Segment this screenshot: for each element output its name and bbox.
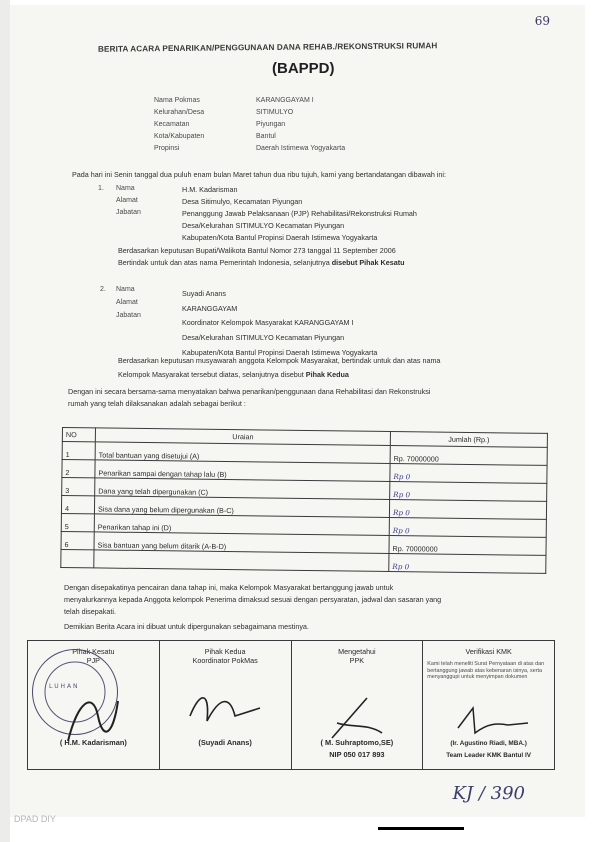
party-number: 2. xyxy=(100,286,106,293)
header-jumlah: Jumlah (Rp.) xyxy=(390,432,547,448)
signature-role2: PPK xyxy=(349,656,365,665)
row-jumlah: Rp 0 xyxy=(389,518,546,538)
field-value: Bantul xyxy=(256,133,276,140)
document-title-abbr: (BAPPD) xyxy=(272,60,335,77)
signatory-nip: NIP 050 017 893 xyxy=(329,750,385,759)
signature-role2: PJP xyxy=(86,656,100,665)
row-uraian: Dana yang telah dipergunakan (C) xyxy=(95,478,390,500)
header-no: NO xyxy=(62,428,95,442)
closing-text: Dengan disepakatinya pencairan dana tahap ini, maka Kelompok Masyarakat bertanggung jawab untuk xyxy=(64,583,394,592)
party-basis-text: Kelompok Masyarakat tersebut diatas, selanjutnya disebut xyxy=(118,370,304,379)
row-no: 1 xyxy=(62,442,95,460)
signature-role: Verifikasi KMK xyxy=(465,647,512,656)
signature-pihak-kedua xyxy=(160,641,292,769)
row-jumlah: Rp. 70000000 xyxy=(389,536,546,556)
footer-bar xyxy=(378,827,464,830)
party-address: KARANGGAYAM xyxy=(182,304,238,313)
row-no: 6 xyxy=(61,531,94,549)
label-jabatan: Jabatan xyxy=(116,312,141,319)
handwritten-code: KJ / 390 xyxy=(452,783,525,804)
field-label: Nama Pokmas xyxy=(154,97,200,104)
field-value: Piyungan xyxy=(256,121,286,128)
party-designation: disebut Pihak Kesatu xyxy=(331,258,405,267)
row-uraian: Sisa dana yang belum dipergunakan (B-C) xyxy=(94,496,389,518)
party-basis: Berdasarkan keputusan Bupati/Walikota Bantul Nomor 273 tanggal 11 September 2006 xyxy=(118,246,396,255)
field-label: Kelurahan/Desa xyxy=(154,109,205,116)
verification-text: Kami telah meneliti Surat Pernyataan di atas dan bertanggung jawab atas kebenaran isinya, serta menyanggupi untuk menyimpan dokumen xyxy=(427,661,545,680)
closing-text-line3: telah disepakati. xyxy=(64,607,116,616)
archive-watermark: DPAD DIY xyxy=(14,814,56,824)
signature-role: Mengetahui xyxy=(338,647,376,656)
party-name: H.M. Kadarisman xyxy=(182,185,238,194)
party-basis-line2 xyxy=(118,258,404,267)
field-label: Propinsi xyxy=(154,145,180,152)
signatory-name: ( H.M. Kadarisman) xyxy=(59,738,127,747)
header-uraian: Uraian xyxy=(95,428,390,446)
party-position-line2: Desa/Kelurahan SITIMULYO Kecamatan Piyungan xyxy=(182,333,345,342)
party-address: Desa Sitimulyo, Kecamatan Piyungan xyxy=(182,197,303,206)
party-designation: Pihak Kedua xyxy=(305,370,349,379)
row-no: 3 xyxy=(62,478,95,496)
closing-statement: Demikian Berita Acara ini dibuat untuk dipergunakan sebagaimana mestinya. xyxy=(64,622,309,631)
row-uraian: Penarikan sampai dengan tahap lalu (B) xyxy=(95,460,390,482)
signature-role xyxy=(423,647,554,656)
label-jabatan: Jabatan xyxy=(116,209,141,216)
signature-role xyxy=(160,647,291,665)
signature-role xyxy=(292,647,423,665)
label-alamat: Alamat xyxy=(116,299,138,306)
row-jumlah: Rp 0 xyxy=(390,464,547,484)
signature-ppk xyxy=(292,641,424,769)
row-uraian: Sisa bantuan yang belum ditarik (A-B-D) xyxy=(94,532,389,554)
party-position: Koordinator Kelompok Masyarakat KARANGGAYAM I xyxy=(182,318,354,327)
row-uraian: Total bantuan yang disetujui (A) xyxy=(95,442,390,464)
row-jumlah-handwritten: Rp 0 xyxy=(389,554,546,574)
signature-role: Pihak Kesatu xyxy=(72,647,115,656)
row-uraian: Penarikan tahap ini (D) xyxy=(94,514,389,536)
page-number: 69 xyxy=(534,14,550,28)
party-basis-text: Bertindak untuk dan atas nama Pemerintah Indonesia, selanjutnya xyxy=(118,258,330,267)
party-name: Suyadi Anans xyxy=(182,289,226,298)
closing-text-line2: menyalurkannya kepada Anggota kelompok Penerima dimaksud sesuai dengan persyaratan, jadwal dan sasaran yang xyxy=(64,595,442,604)
scan-margin xyxy=(0,0,10,842)
field-value: KARANGGAYAM I xyxy=(256,97,314,104)
field-label: Kota/Kabupaten xyxy=(154,133,205,140)
row-uraian xyxy=(94,550,389,572)
party-position: Penanggung Jawab Pelaksanaan (PJP) Rehabilitasi/Rekonstruksi Rumah xyxy=(182,209,417,218)
signature-scribble xyxy=(453,703,533,738)
funds-table xyxy=(60,427,548,574)
stamp-text: L U H A N xyxy=(49,683,78,690)
signatory-name: ( M. Suhraptomo,SE) xyxy=(320,738,394,747)
party-number: 1. xyxy=(98,185,104,192)
field-value: Daerah Istimewa Yogyakarta xyxy=(256,145,346,152)
row-jumlah: Rp 0 xyxy=(389,500,546,520)
label-nama: Nama xyxy=(116,185,135,192)
row-jumlah: Rp. 70000000 xyxy=(390,446,547,466)
signature-scribble xyxy=(322,693,392,743)
signatory-name: (Suyadi Anans) xyxy=(198,738,252,747)
row-no xyxy=(61,549,94,567)
signature-scribble xyxy=(185,686,265,731)
party-position-line2: Desa/Kelurahan SITIMULYO Kecamatan Piyungan xyxy=(182,221,345,230)
signature-block xyxy=(27,640,555,770)
signature-role: Pihak Kedua xyxy=(204,647,246,656)
label-nama: Nama xyxy=(116,286,135,293)
field-value: SITIMULYO xyxy=(256,109,294,116)
label-alamat: Alamat xyxy=(116,197,138,204)
intro-text: Pada hari ini Senin tanggal dua puluh enam bulan Maret tahun dua ribu tujuh, kami yang bertandatangan dibawah ini: xyxy=(72,170,447,179)
signatory-title: Team Leader KMK Bantul IV xyxy=(446,752,531,759)
signature-verifikasi xyxy=(423,641,554,769)
agreement-text-line2: rumah yang telah dilaksanakan adalah sebagai berikut : xyxy=(68,399,246,408)
party-position-line3: Kabupaten/Kota Bantul Propinsi Daerah Istimewa Yogyakarta xyxy=(182,233,378,242)
signatory-name: (Ir. Agustino Riadi, MBA.) xyxy=(450,740,527,747)
agreement-text: Dengan ini secara bersama-sama menyatakan bahwa penarikan/penggunaan dana Rehabilitasi dan Rekonstruksi xyxy=(68,387,431,396)
signature-pihak-kesatu xyxy=(28,641,160,769)
party-position-line3: Kabupaten/Kota Bantul Propinsi Daerah Istimewa Yogyakarta xyxy=(182,348,378,357)
party-basis: Berdasarkan keputusan musyawarah anggota Kelompok Masyarakat, bertindak untuk dan atas nama xyxy=(118,356,441,365)
field-label: Kecamatan xyxy=(154,121,190,128)
party-basis-line2 xyxy=(118,370,349,379)
signature-role2: Koordinator PokMas xyxy=(192,656,258,665)
row-jumlah: Rp 0 xyxy=(390,482,547,502)
row-no: 4 xyxy=(61,496,94,514)
document-title: BERITA ACARA PENARIKAN/PENGGUNAAN DANA REHAB./REKONSTRUKSI RUMAH xyxy=(97,41,438,54)
row-no: 5 xyxy=(61,513,94,531)
row-no: 2 xyxy=(62,460,95,478)
